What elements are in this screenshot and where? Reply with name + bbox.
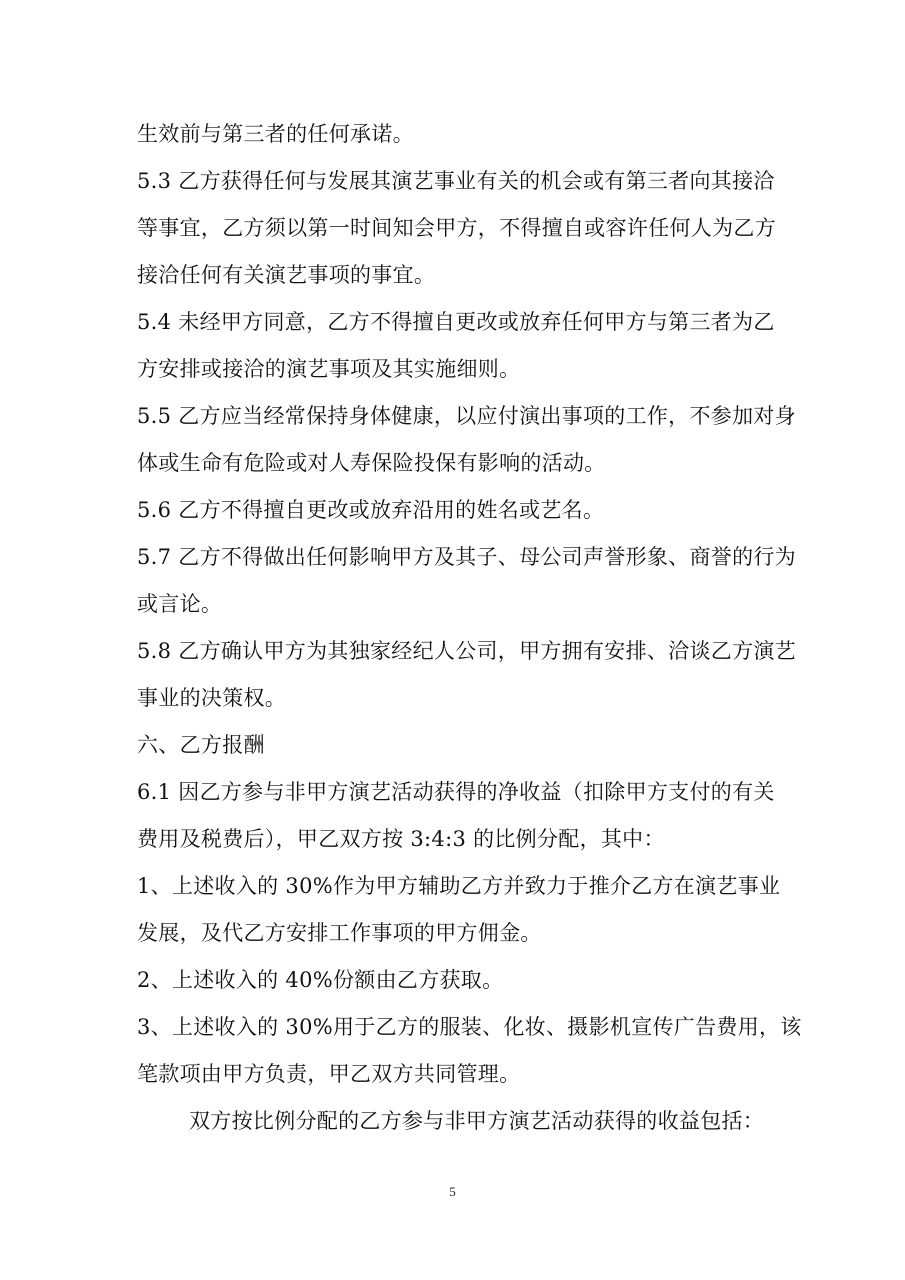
document-body — [137, 111, 802, 1145]
clause-5-5-line-1: 5.5 乙方应当经常保持身体健康，以应付演出事项的工作，不参加对身 — [137, 404, 796, 428]
clause-5-7-line-1: 5.7 乙方不得做出任何影响甲方及其子、母公司声誉形象、商誉的行为 — [137, 545, 796, 569]
clause-5-4-line-1: 5.4 未经甲方同意，乙方不得擅自更改或放弃任何甲方与第三者为乙 — [137, 310, 775, 334]
clause-5-3-line-1: 5.3 乙方获得任何与发展其演艺事业有关的机会或有第三者向其接洽 — [137, 169, 775, 193]
clause-5-3-line-3: 接洽任何有关演艺事项的事宜。 — [137, 263, 436, 287]
item-3-line-1: 3、上述收入的 30%用于乙方的服装、化妆、摄影机宣传广告费用，该 — [137, 1015, 802, 1039]
closing-paragraph-line: 双方按比例分配的乙方参与非甲方演艺活动获得的收益包括： — [189, 1109, 765, 1133]
clause-6-1-line-2: 费用及税费后），甲乙双方按 3:4:3 的比例分配，其中： — [137, 827, 665, 851]
item-3-line-2: 笔款项由甲方负责，甲乙双方共同管理。 — [137, 1062, 521, 1086]
section-heading: 六、乙方报酬 — [137, 733, 265, 757]
clause-5-6-line-1: 5.6 乙方不得擅自更改或放弃沿用的姓名或艺名。 — [137, 498, 605, 522]
clause-5-4-line-2: 方安排或接洽的演艺事项及其实施细则。 — [137, 357, 521, 381]
clause-5-3-line-2: 等事宜，乙方须以第一时间知会甲方，不得擅自或容许任何人为乙方 — [137, 216, 776, 240]
clause-5-7-line-2: 或言论。 — [137, 592, 223, 616]
text-line: 生效前与第三者的任何承诺。 — [137, 122, 414, 146]
clause-5-8-line-2: 事业的决策权。 — [137, 686, 287, 710]
clause-5-5-line-2: 体或生命有危险或对人寿保险投保有影响的活动。 — [137, 451, 606, 475]
item-2-line-1: 2、上述收入的 40%份额由乙方获取。 — [137, 968, 504, 992]
item-1-line-1: 1、上述收入的 30%作为甲方辅助乙方并致力于推介乙方在演艺事业 — [137, 874, 781, 898]
clause-6-1-line-1: 6.1 因乙方参与非甲方演艺活动获得的净收益（扣除甲方支付的有关 — [137, 780, 775, 804]
clause-5-8-line-1: 5.8 乙方确认甲方为其独家经纪人公司，甲方拥有安排、洽谈乙方演艺 — [137, 639, 796, 663]
item-1-line-2: 发展，及代乙方安排工作事项的甲方佣金。 — [137, 921, 542, 945]
page-number: 5 — [449, 1184, 456, 1199]
